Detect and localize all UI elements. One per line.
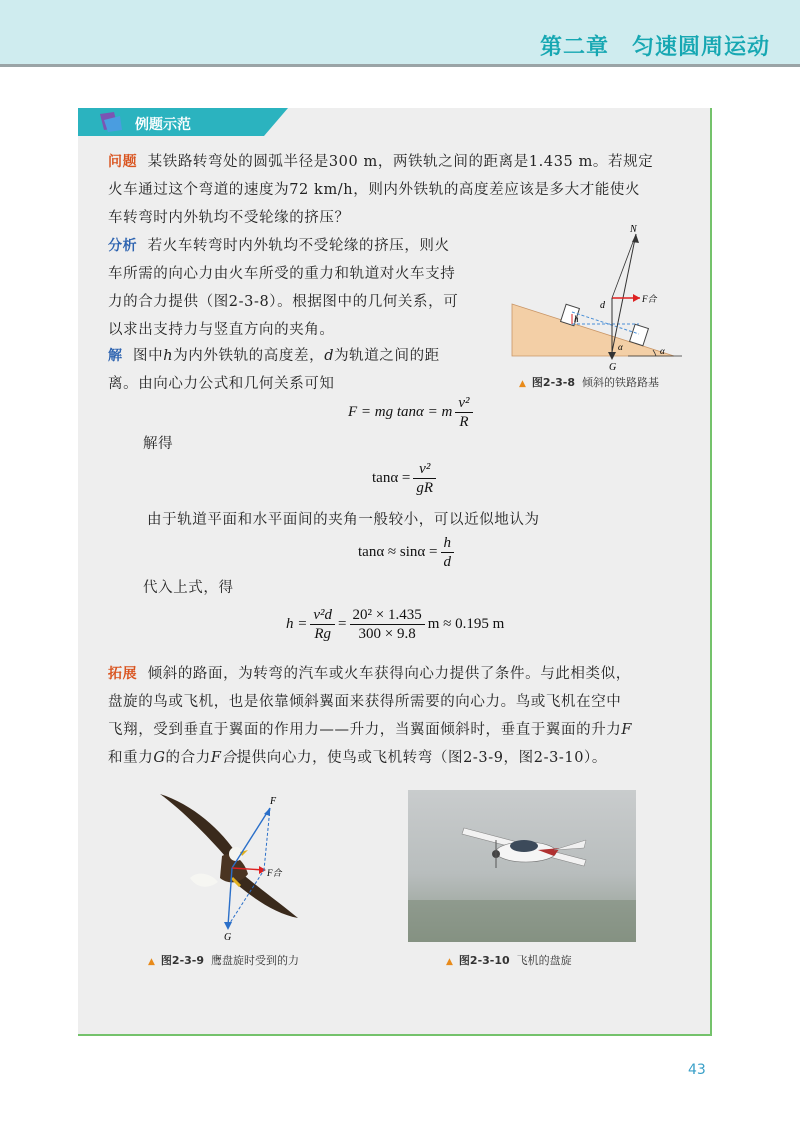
page-header xyxy=(0,0,800,64)
label-alpha-2: α xyxy=(660,346,665,356)
formula-result: h = $\frac{\text{v²d}}{Rg}$ = $\frac{\text{20² × 1.435}}{300 \times 9.8}$ m ≈ 0.195 m xyxy=(286,607,505,642)
label-h: h xyxy=(574,314,579,324)
caption-triangle-icon: ▲ xyxy=(446,957,453,967)
analysis-line-1: 分析 若火车转弯时内外轨均不受轮缘的挤压，则火 xyxy=(108,238,450,254)
problem-line-2: 火车通过这个弯道的速度为72 km/h，则内外铁轨的高度差应该是多大才能使火 xyxy=(108,182,641,198)
label-Fhe: F合 xyxy=(642,294,657,304)
eagle-label-G: G xyxy=(224,932,232,943)
label-alpha-1: α xyxy=(618,342,623,352)
figure-eagle xyxy=(152,790,304,945)
caption-fig-2-3-8: ▲ 图2-3-8 倾斜的铁路路基 xyxy=(519,376,660,389)
chapter-title: 第二章 匀速圆周运动 xyxy=(539,35,770,60)
extension-line-1: 拓展 倾斜的路面，为转弯的汽车或火车获得向心力提供了条件。与此相类似， xyxy=(108,666,631,682)
caption-triangle-icon: ▲ xyxy=(148,957,155,967)
solution-label: 解 xyxy=(108,348,123,364)
problem-line-1: 问题 某铁路转弯处的圆弧半径是300 m，两铁轨之间的距离是1.435 m。若规定 xyxy=(108,154,654,170)
problem-line-3: 车转弯时内外轨均不受轮缘的挤压？ xyxy=(108,210,350,226)
analysis-line-2: 车所需的向心力由火车所受的重力和轨道对火车支持 xyxy=(108,266,456,282)
formula-approx: tanα ≈ sinα = $\frac{h}{d}$ xyxy=(358,534,457,571)
caption-fig-2-3-9: ▲ 图2-3-9 鹰盘旋时受到的力 xyxy=(148,954,300,967)
solution-line-2: 离。由向心力公式和几何关系可知 xyxy=(108,376,335,392)
problem-label: 问题 xyxy=(108,154,138,170)
eagle-image xyxy=(160,794,298,918)
formula-centripetal: F = mg tanα = m $\frac{\text{v²}}{R}$ xyxy=(348,394,476,431)
figure-airplane-photo xyxy=(408,790,636,942)
extension-line-4: 和重力G的合力F合提供向心力，使鸟或飞机转弯（图2-3-9，图2-3-10）。 xyxy=(108,750,608,766)
caption-triangle-icon: ▲ xyxy=(519,379,526,389)
solution-approx-text: 由于轨道平面和水平面间的夹角一般较小，可以近似地认为 xyxy=(147,512,540,528)
label-N: N xyxy=(630,224,637,235)
solution-line-1: 解 图中h为内外铁轨的高度差，d为轨道之间的距 xyxy=(108,348,440,364)
label-d: d xyxy=(600,300,605,311)
extension-line-2: 盘旋的鸟或飞机，也是依靠倾斜翼面来获得所需要的向心力。鸟或飞机在空中 xyxy=(108,694,622,710)
section-tab-label: 例题示范 xyxy=(135,117,191,133)
label-G: G xyxy=(609,362,617,372)
solution-substitute: 代入上式，得 xyxy=(143,580,234,596)
header-divider xyxy=(0,64,800,67)
analysis-line-3: 力的合力提供（图2-3-8）。根据图中的几何关系，可 xyxy=(108,294,459,310)
formula-tan: tanα = $\frac{\text{v²}}{gR}$ xyxy=(372,460,439,497)
extension-label: 拓展 xyxy=(108,666,138,682)
analysis-label: 分析 xyxy=(108,238,138,254)
eagle-label-Fhe: F合 xyxy=(267,868,282,878)
solution-jiede: 解得 xyxy=(143,436,174,452)
extension-line-3: 飞翔，受到垂直于翼面的作用力——升力，当翼面倾斜时，垂直于翼面的升力F xyxy=(108,722,633,738)
eagle-label-F: F xyxy=(270,796,277,807)
figure-inclined-railway xyxy=(508,222,688,372)
analysis-line-4: 以求出支持力与竖直方向的夹角。 xyxy=(108,322,335,338)
caption-fig-2-3-10: ▲ 图2-3-10 飞机的盘旋 xyxy=(446,954,572,967)
page-number: 43 xyxy=(688,1062,706,1078)
